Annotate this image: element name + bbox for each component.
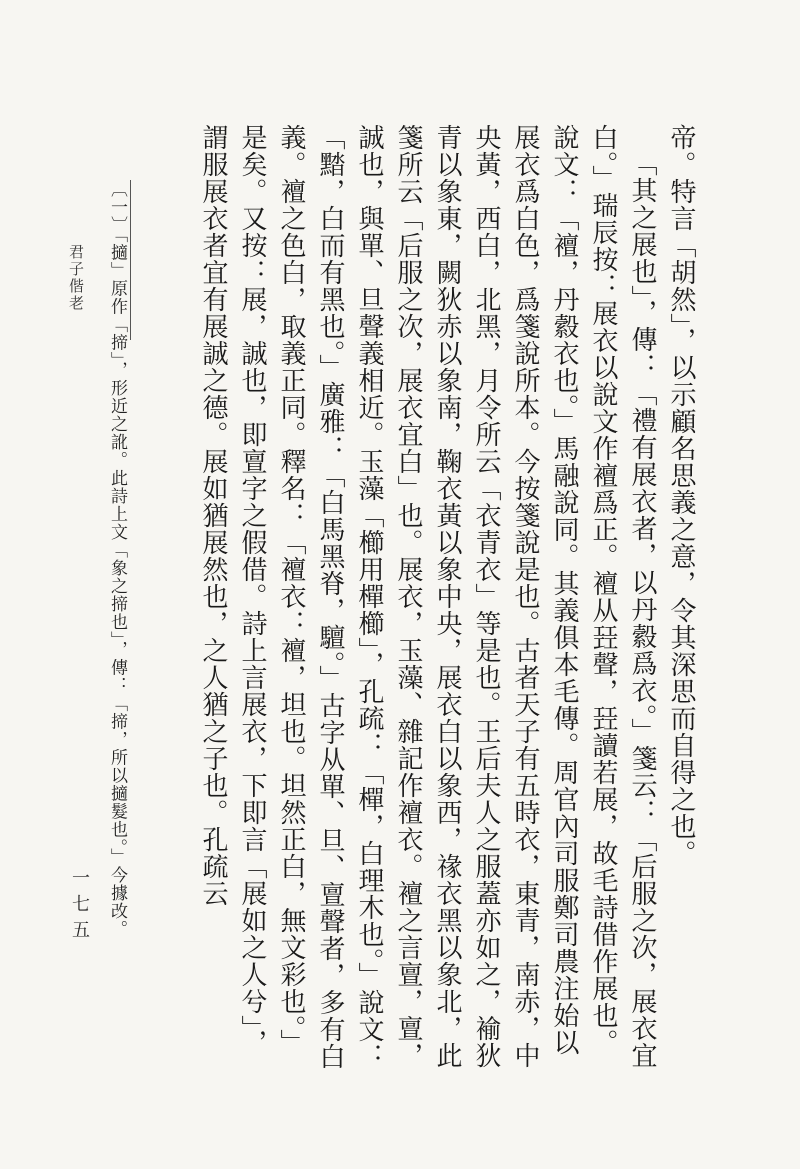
- paragraph-continuation: 帝。特言「胡然」，以示顧名思義之意，令其深思而自得之也。: [666, 124, 696, 867]
- main-text: [140, 124, 700, 1074]
- running-head: 君子偕老: [67, 244, 85, 312]
- page-number: 一七五: [69, 868, 90, 946]
- paragraph-main: 「其之展也」，傳：「禮有展衣者，以丹縠爲衣。」箋云：「后服之次，展衣宜白。」瑞辰按：展衣以說文作襢爲正。襢从㠭聲，㠭讀若展，故毛詩借作展也。說文：「襢，丹縠衣也。」馬融說同。其義俱本毛傳。周官內司服鄭司農注始以展衣爲白色，爲箋說所本。今按箋說是也。古者天子有五時衣，東青，南赤，中央黃，西白，北黑，月令所云「衣青衣」等是也。王后夫人之服蓋亦如之，褕狄青以象東，闕狄赤以象南，鞠衣黃以象中央，展衣白以象西，禒衣黑以象北，此箋所云「后服之次，展衣宜白」也。展衣，玉藻、雜記作襢衣。襢之言亶，亶，誠也，與單、旦聲義相近。玉藻「櫛用樿櫛」，孔疏：「樿，白理木也。」說文：「䵬，白而有黑也。」廣雅：「白馬黑脊，驙。」古字从單、旦、亶聲者，多有白義。襢之色白，取義正同。釋名：「襢衣：襢，坦也。坦然正白，無文彩也。」是矣。又按：展，誠也，即亶字之假借。詩上言展衣，下即言「展如之人兮」，謂服展衣者宜有展誠之德。展如猶展然也，之人猶之子也。孔疏云: [198, 124, 657, 1070]
- footnote: 〔一〕「擿」原作「揥」，形近之訛。此詩上文「象之揥也」，傳：「揥，所以擿髮也。」今據改。: [107, 180, 127, 938]
